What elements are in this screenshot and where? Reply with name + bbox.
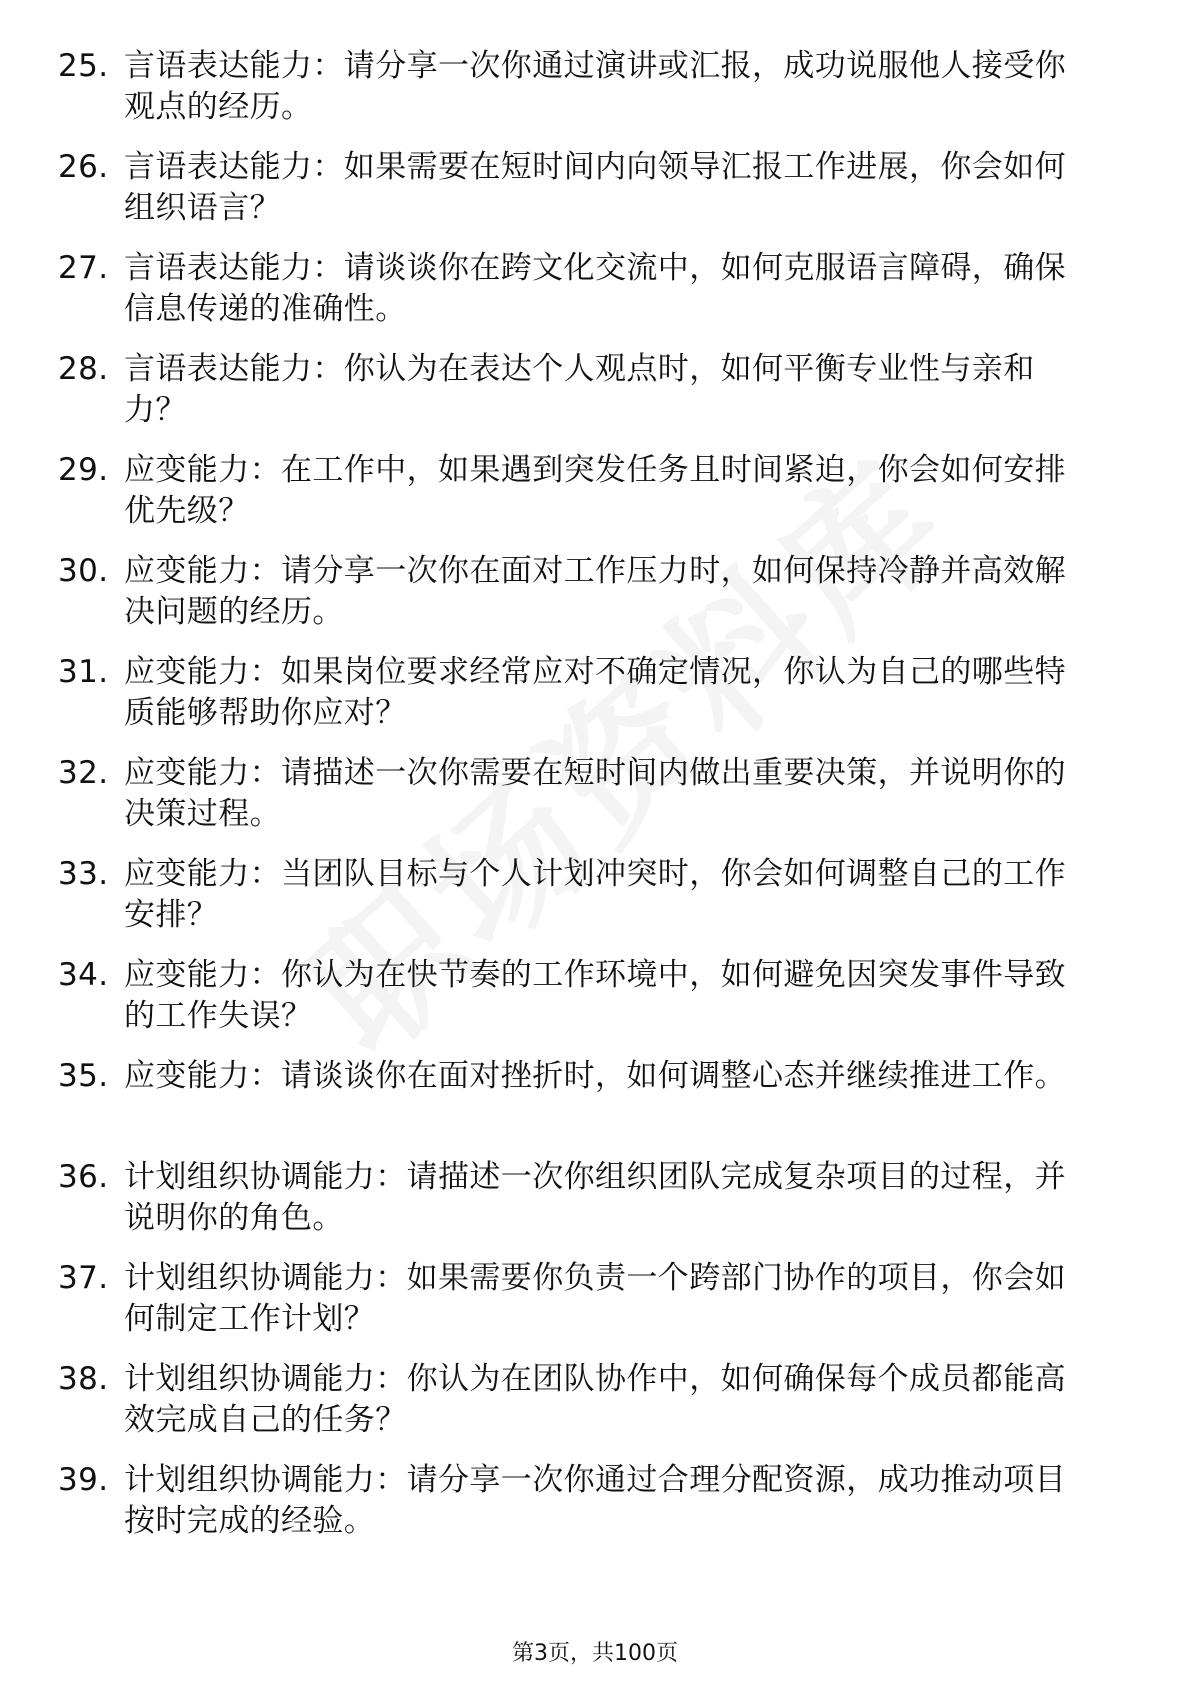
question-text: 计划组织协调能力：请分享一次你通过合理分配资源，成功推动项目按时完成的经验。 (124, 1462, 1066, 1539)
question-text: 计划组织协调能力：如果需要你负责一个跨部门协作的项目，你会如何制定工作计划？ (124, 1260, 1066, 1337)
question-number: 34. (58, 957, 109, 993)
question-item (0, 1460, 1190, 1561)
question-text: 言语表达能力：你认为在表达个人观点时，如何平衡专业性与亲和力？ (124, 351, 1035, 428)
page-footer (0, 1640, 1190, 1668)
question-number: 27. (58, 250, 109, 286)
question-number: 39. (58, 1462, 109, 1498)
question-item (0, 46, 1190, 147)
question-number: 35. (58, 1058, 109, 1094)
page-number-label: 第3页，共100页 (512, 1641, 678, 1666)
question-item (0, 248, 1190, 349)
question-item (0, 1359, 1190, 1460)
question-number: 26. (58, 149, 109, 185)
question-item (0, 1157, 1190, 1258)
question-text: 言语表达能力：请分享一次你通过演讲或汇报，成功说服他人接受你观点的经历。 (124, 48, 1066, 125)
question-text: 言语表达能力：如果需要在短时间内向领导汇报工作进展，你会如何组织语言？ (124, 149, 1066, 226)
question-item (0, 1258, 1190, 1359)
question-text: 计划组织协调能力：请描述一次你组织团队完成复杂项目的过程，并说明你的角色。 (124, 1159, 1066, 1236)
question-number: 36. (58, 1159, 109, 1195)
question-item (0, 854, 1190, 955)
question-text: 应变能力：如果岗位要求经常应对不确定情况，你认为自己的哪些特质能够帮助你应对？ (124, 654, 1066, 731)
question-item (0, 147, 1190, 248)
question-item (0, 450, 1190, 551)
question-number: 25. (58, 48, 109, 84)
question-text: 应变能力：请谈谈你在面对挫折时，如何调整心态并继续推进工作。 (124, 1058, 1066, 1094)
question-list (0, 46, 1190, 1561)
question-item (0, 1056, 1190, 1157)
question-number: 37. (58, 1260, 109, 1296)
question-number: 33. (58, 856, 109, 892)
question-item (0, 652, 1190, 753)
question-number: 38. (58, 1361, 109, 1397)
question-item (0, 955, 1190, 1056)
question-text: 应变能力：在工作中，如果遇到突发任务且时间紧迫，你会如何安排优先级？ (124, 452, 1066, 529)
question-text: 言语表达能力：请谈谈你在跨文化交流中，如何克服语言障碍，确保信息传递的准确性。 (124, 250, 1066, 327)
question-item (0, 551, 1190, 652)
question-number: 28. (58, 351, 109, 387)
question-item (0, 349, 1190, 450)
question-text: 应变能力：请分享一次你在面对工作压力时，如何保持冷静并高效解决问题的经历。 (124, 553, 1066, 630)
question-text: 应变能力：请描述一次你需要在短时间内做出重要决策，并说明你的决策过程。 (124, 755, 1066, 832)
question-item (0, 753, 1190, 854)
question-number: 30. (58, 553, 109, 589)
question-number: 32. (58, 755, 109, 791)
question-text: 应变能力：当团队目标与个人计划冲突时，你会如何调整自己的工作安排？ (124, 856, 1066, 933)
question-text: 应变能力：你认为在快节奏的工作环境中，如何避免因突发事件导致的工作失误？ (124, 957, 1066, 1034)
question-text: 计划组织协调能力：你认为在团队协作中，如何确保每个成员都能高效完成自己的任务？ (124, 1361, 1066, 1438)
question-number: 31. (58, 654, 109, 690)
question-number: 29. (58, 452, 109, 488)
